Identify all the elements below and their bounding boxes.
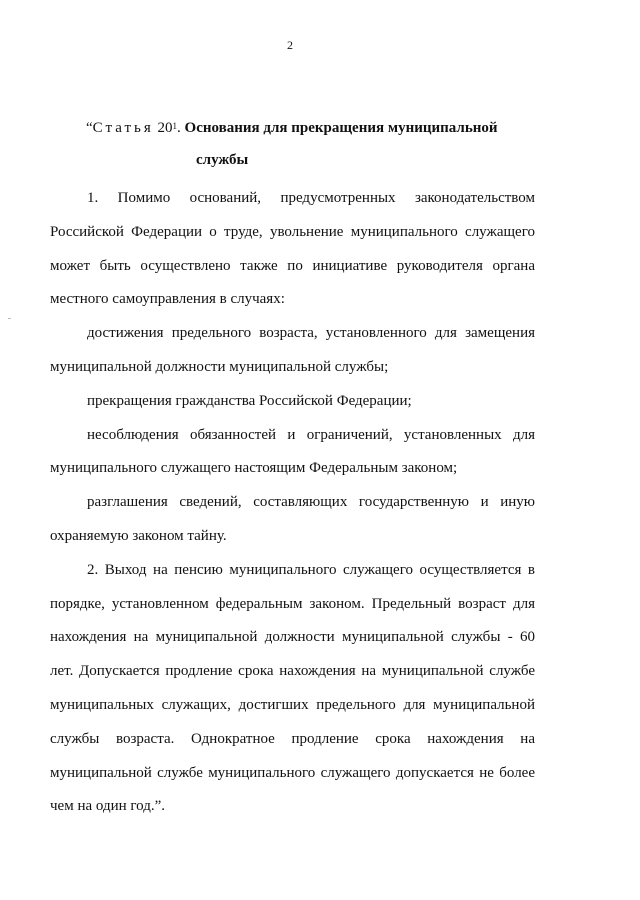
article-number: $20^1$. [157, 120, 181, 136]
article-number-superscript: 1 [172, 121, 178, 131]
article-word: Статья [92, 120, 154, 136]
article-heading [86, 118, 546, 138]
paragraph-1: 1. Помимо оснований, предусмотренных законодательством Российской Федерации о труде, увольнение муниципального служащего может быть осуществлено также по инициативе руководителя органа местного самоуправления в случаях: [50, 190, 535, 308]
paragraph-4: несоблюдения обязанностей и ограничений, установленных для муниципального служащего настоящим Федеральным законом; [50, 426, 535, 477]
opening-quote: “ [86, 120, 93, 136]
paragraph-2: достижения предельного возраста, установленного для замещения муниципальной должности муниципальной службы; [50, 325, 535, 375]
paragraph-5: разглашения сведений, составляющих государственную и иную охраняемую законом тайну. [50, 494, 535, 544]
paragraph-6: 2. Выход на пенсию муниципального служащего осуществляется в порядке, установленном федеральным законом. Предельный возраст для нахождения на муниципальной должности муниципальной службы - 60 лет. Допускается продление срока нахождения на муниципальной службе муниципальных служащих, достигших предельного для муниципальной службы возраста. Однократное продление срока нахождения на муниципальной службе муниципального служащего допускается не более чем на один год.”. [50, 561, 535, 815]
margin-mark [8, 318, 11, 319]
article-title-continuation: службы [196, 152, 249, 168]
article-title: Основания для прекращения муниципальной [184, 120, 498, 136]
article-number-main: 20 [157, 120, 173, 136]
page-number: 2 [287, 38, 293, 52]
paragraph-3: прекращения гражданства Российской Федерации; [87, 392, 412, 409]
document-body [50, 182, 535, 824]
